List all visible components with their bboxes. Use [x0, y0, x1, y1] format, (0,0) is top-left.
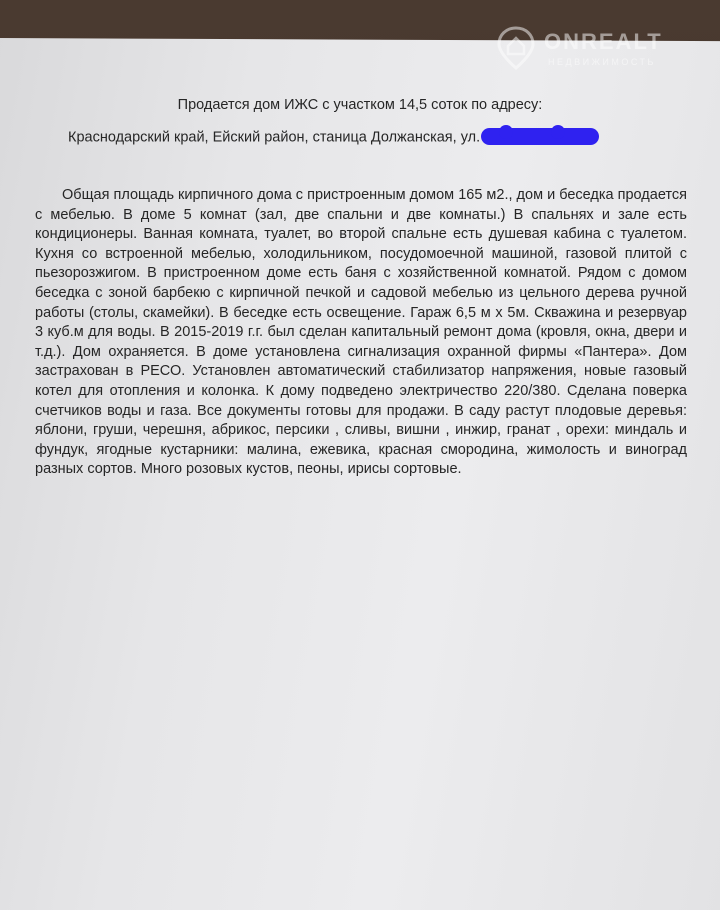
document-address	[68, 129, 599, 146]
watermark	[496, 26, 706, 72]
address-text: Краснодарский край, Ейский район, станица Должанская, ул.	[68, 129, 481, 146]
document-body: Общая площадь кирпичного дома с пристроенным домом 165 м2., дом и беседка продается с мебелью. В доме 5 комнат (зал, две спальни и две комнаты.) В спальнях и зале есть кондиционеры. Ванная комната, туалет, во второй спальне есть душевая кабина с туалетом. Кухня со встроенной мебелью, холодильником, посудомоечной машиной, газовой плитой с пьезорозжигом. В пристроенном доме есть баня с хозяйственной комнатой. Рядом с домом беседка с зоной барбекю с кирпичной печкой и садовой мебелью из цельного дерева ручной работы (столы, скамейки). В беседке есть освещение. Гараж 6,5 м х 5м. Скважина и резервуар 3 куб.м для воды. В 2015-2019 г.г. был сделан капитальный ремонт дома (кровля, окна, двери и т.д.). Дом охраняется. В доме установлена сигнализация охранной фирмы «Пантера». Дом застрахован в РЕСО. Установлен автоматический стабилизатор напряжения, новые газовый котел для отопления и колонка. К дому подведено электричество 220/380. Сделана поверка счетчиков воды и газа. Все документы готовы для продажи. В саду растут плодовые деревья: яблони, груши, черешня, абрикос, персики , сливы, вишни , инжир, гранат , орехи: миндаль и фундук, ягодные кустарники: малина, ежевика, красная смородина, жимолость и виноград разных сортов. Много розовых кустов, пеоны, ирисы сортовые.	[35, 187, 687, 478]
document-title: Продается дом ИЖС с участком 14,5 соток по адресу:	[177, 97, 543, 113]
redaction-mark	[481, 128, 599, 145]
watermark-tagline: НЕДВИЖИМОСТЬ	[548, 57, 656, 67]
house-icon	[496, 26, 536, 70]
watermark-brand: ONREALT	[544, 29, 663, 54]
